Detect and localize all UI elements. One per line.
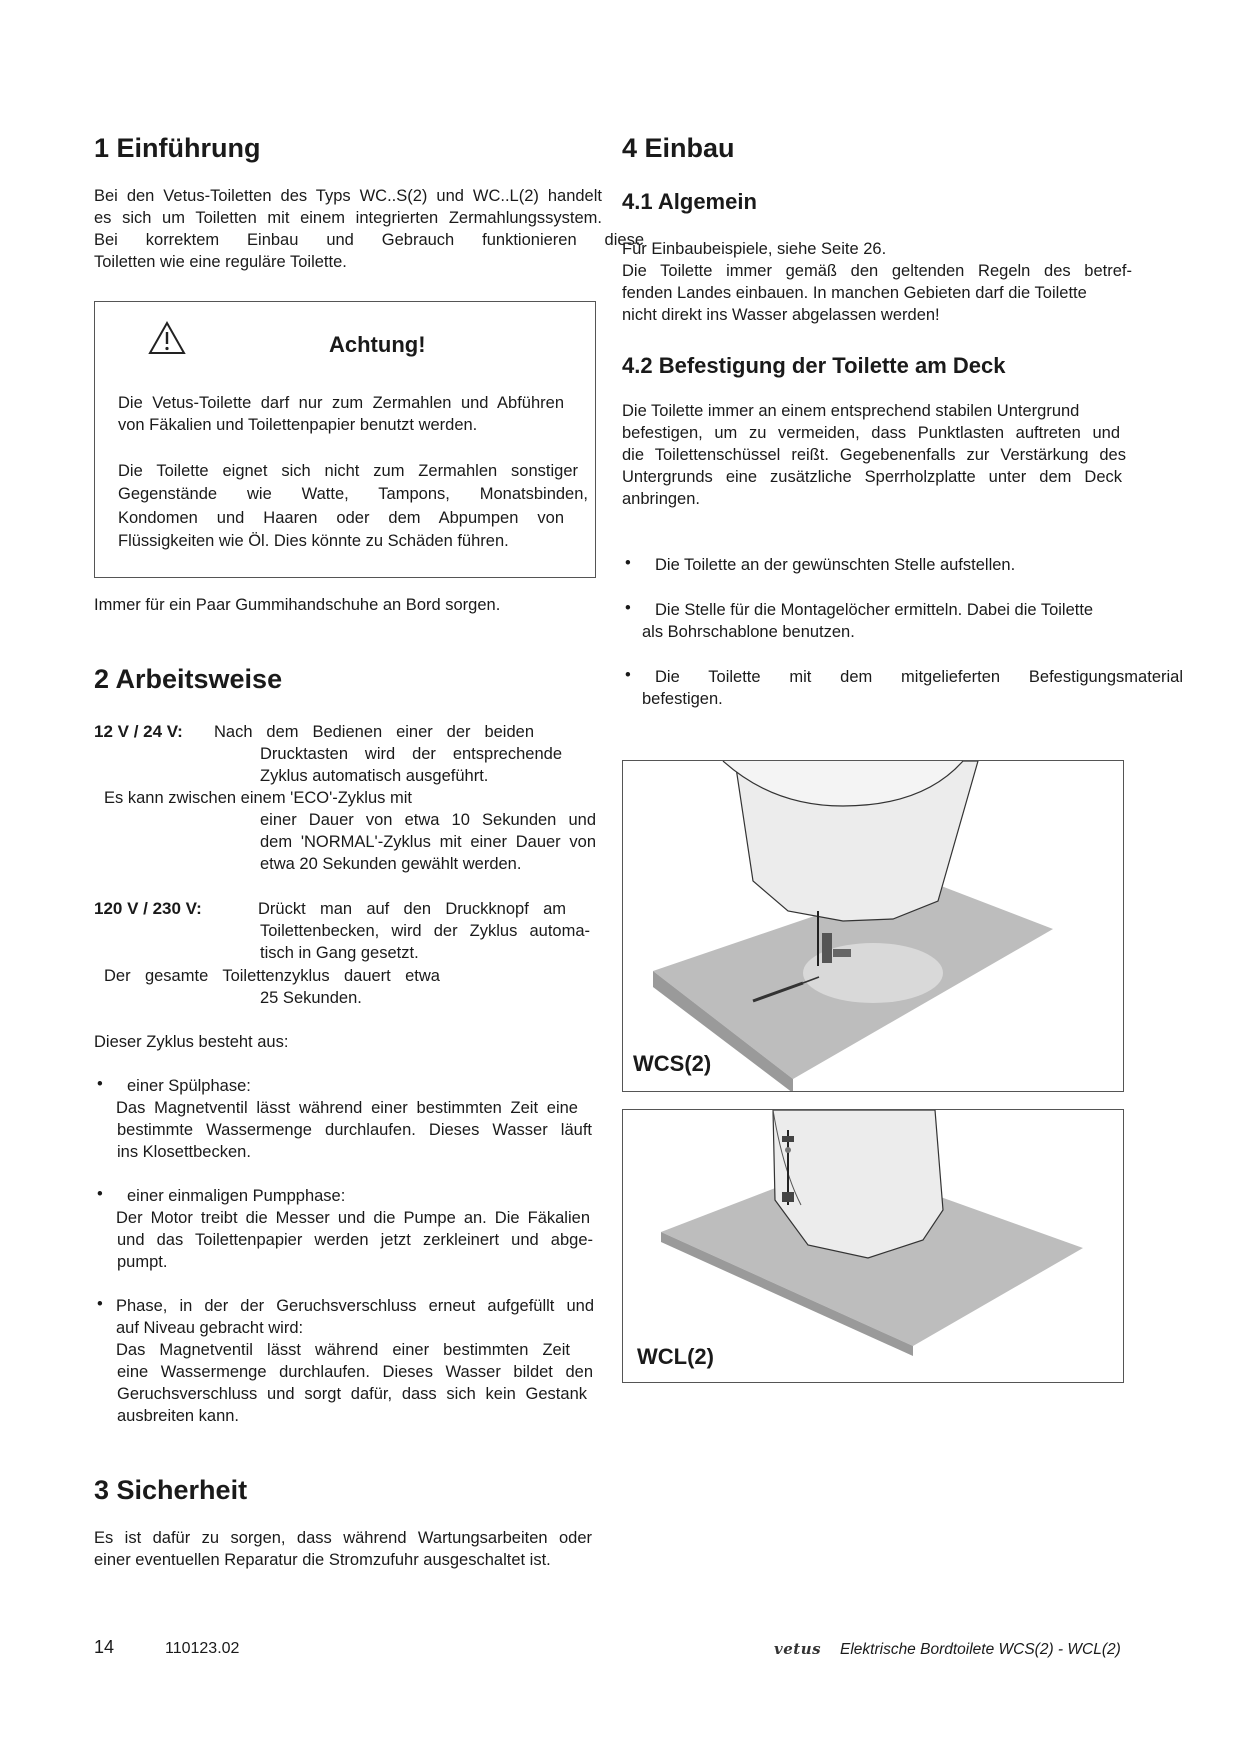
mount-step: Die Toilette mit dem mitgelieferten Befestigungsmaterial [655,668,1183,686]
mount-step: Die Stelle für die Montagelöcher ermitteln. Dabei die Toilette [655,601,1094,619]
warning-text: Flüssigkeiten wie Öl. Dies könnte zu Schäden führen. [118,532,509,550]
bullet-text: eine Wassermenge durchlaufen. Dieses Wasser bildet den [117,1363,593,1381]
befestigung-text: die Toilettenschüssel reißt. Gegebenenfalls zur Verstärkung des [622,446,1126,464]
warning-text: von Fäkalien und Toilettenpapier benutzt werden. [118,416,478,434]
algemein-text: Für Einbaubeispiele, siehe Seite 26. [622,240,887,258]
warning-text: Gegenstände wie Watte, Tampons, Monatsbinden, [118,485,588,503]
voltage-text: Der gesamte Toilettenzyklus dauert etwa [104,967,440,985]
warning-text: Kondomen und Haaren oder dem Abpumpen von [118,509,564,527]
toilet-wcs-illustration [623,761,1124,1092]
bullet-text: Das Magnetventil lässt während einer bestimmten Zeit [116,1341,570,1359]
bullet-head: Phase, in der der Geruchsverschluss erneut aufgefüllt und [116,1297,594,1315]
bullet-head: einer Spülphase: [127,1077,251,1095]
voltage-label: 120 V / 230 V: [94,899,202,918]
warning-box [94,301,596,578]
mount-step: Die Toilette an der gewünschten Stelle aufstellen. [655,556,1016,574]
intro-line: Toiletten wie eine reguläre Toilette. [94,253,347,271]
voltage-text: Drückt man auf den Druckknopf am [258,900,566,918]
page-number: 14 [94,1637,115,1657]
voltage-label: 12 V / 24 V: [94,722,183,741]
bullet-dot: • [97,1295,103,1313]
mount-step: als Bohrschablone benutzen. [642,623,855,641]
warning-title: Achtung! [329,332,426,357]
intro-line: es sich um Toiletten mit einem integrierten Zermahlungssystem. [94,209,602,227]
subsection-title-befestigung: 4.2 Befestigung der Toilette am Deck [622,353,1006,378]
befestigung-text: Untergrunds eine zusätzliche Sperrholzplatte unter dem Deck [622,468,1122,486]
figure-label-wcs2: WCS(2) [633,1051,712,1076]
brand-logo: vetus [774,1640,822,1658]
doc-code: 110123.02 [165,1640,240,1657]
cycle-intro: Dieser Zyklus besteht aus: [94,1033,289,1051]
bullet-text: ausbreiten kann. [117,1407,240,1425]
algemein-text: fenden Landes einbauen. In manchen Gebieten darf die Toilette [622,284,1087,302]
section-title-sicherheit: 3 Sicherheit [94,1475,248,1505]
intro-line: Bei den Vetus-Toiletten des Typs WC..S(2) und WC..L(2) handelt [94,187,602,205]
befestigung-text: anbringen. [622,490,700,508]
gloves-note: Immer für ein Paar Gummihandschuhe an Bord sorgen. [94,596,501,614]
figure-wcl2 [622,1109,1124,1383]
bullet-dot: • [97,1185,103,1203]
voltage-text: Drucktasten wird der entsprechende [260,745,562,763]
bullet-dot: • [97,1075,103,1093]
voltage-text: einer Dauer von etwa 10 Sekunden und [260,811,596,829]
voltage-text: Nach dem Bedienen einer der beiden [214,723,534,741]
warning-triangle-icon [147,320,187,361]
subsection-title-algemein: 4.1 Algemein [622,189,757,214]
section-title-arbeitsweise: 2 Arbeitsweise [94,664,283,694]
figure-wcs2 [622,760,1124,1092]
bullet-dot: • [625,599,631,617]
befestigung-text: befestigen, um zu vermeiden, dass Punktlasten auftreten und [622,424,1120,442]
bullet-text: Geruchsverschluss und sorgt dafür, dass sich kein Gestank [117,1385,587,1403]
algemein-text: Die Toilette immer gemäß den geltenden Regeln des betref- [622,262,1132,280]
voltage-text: Zyklus automatisch ausgeführt. [260,767,489,785]
bullet-head: auf Niveau gebracht wird: [116,1319,304,1337]
algemein-text: nicht direkt ins Wasser abgelassen werden! [622,306,940,324]
intro-line: Bei korrektem Einbau und Gebrauch funktionieren diese [94,231,644,249]
bullet-text: Der Motor treibt die Messer und die Pumpe an. Die Fäkalien [116,1209,590,1227]
bullet-text: Das Magnetventil lässt während einer bestimmten Zeit eine [116,1099,578,1117]
bullet-dot: • [625,666,631,684]
bullet-text: und das Toilettenpapier werden jetzt zerkleinert und abge- [117,1231,593,1249]
warning-text: Die Toilette eignet sich nicht zum Zermahlen sonstiger [118,462,578,480]
doc-title: Elektrische Bordtoilete WCS(2) - WCL(2) [840,1641,1121,1658]
safety-text: Es ist dafür zu sorgen, dass während Wartungsarbeiten oder [94,1529,592,1547]
voltage-text: etwa 20 Sekunden gewählt werden. [260,855,522,873]
voltage-text: tisch in Gang gesetzt. [260,944,419,962]
voltage-text: Toilettenbecken, wird der Zyklus automa- [260,922,590,940]
figure-label-wcl2: WCL(2) [637,1344,714,1369]
befestigung-text: Die Toilette immer an einem entsprechend stabilen Untergrund [622,402,1080,420]
bullet-text: ins Klosettbecken. [117,1143,251,1161]
voltage-text: Es kann zwischen einem 'ECO'-Zyklus mit [104,789,412,807]
toilet-wcl-illustration [623,1110,1124,1383]
bullet-text: bestimmte Wassermenge durchlaufen. Dieses Wasser läuft [117,1121,592,1139]
warning-text: Die Vetus-Toilette darf nur zum Zermahlen und Abführen [118,394,564,412]
voltage-text: 25 Sekunden. [260,989,362,1007]
section-title-einfuehrung: 1 Einführung [94,133,261,163]
bullet-head: einer einmaligen Pumpphase: [127,1187,346,1205]
safety-text: einer eventuellen Reparatur die Stromzufuhr ausgeschaltet ist. [94,1551,551,1569]
bullet-dot: • [625,554,631,572]
bullet-text: pumpt. [117,1253,168,1271]
voltage-text: dem 'NORMAL'-Zyklus mit einer Dauer von [260,833,596,851]
mount-step: befestigen. [642,690,723,708]
section-title-einbau: 4 Einbau [622,133,735,163]
